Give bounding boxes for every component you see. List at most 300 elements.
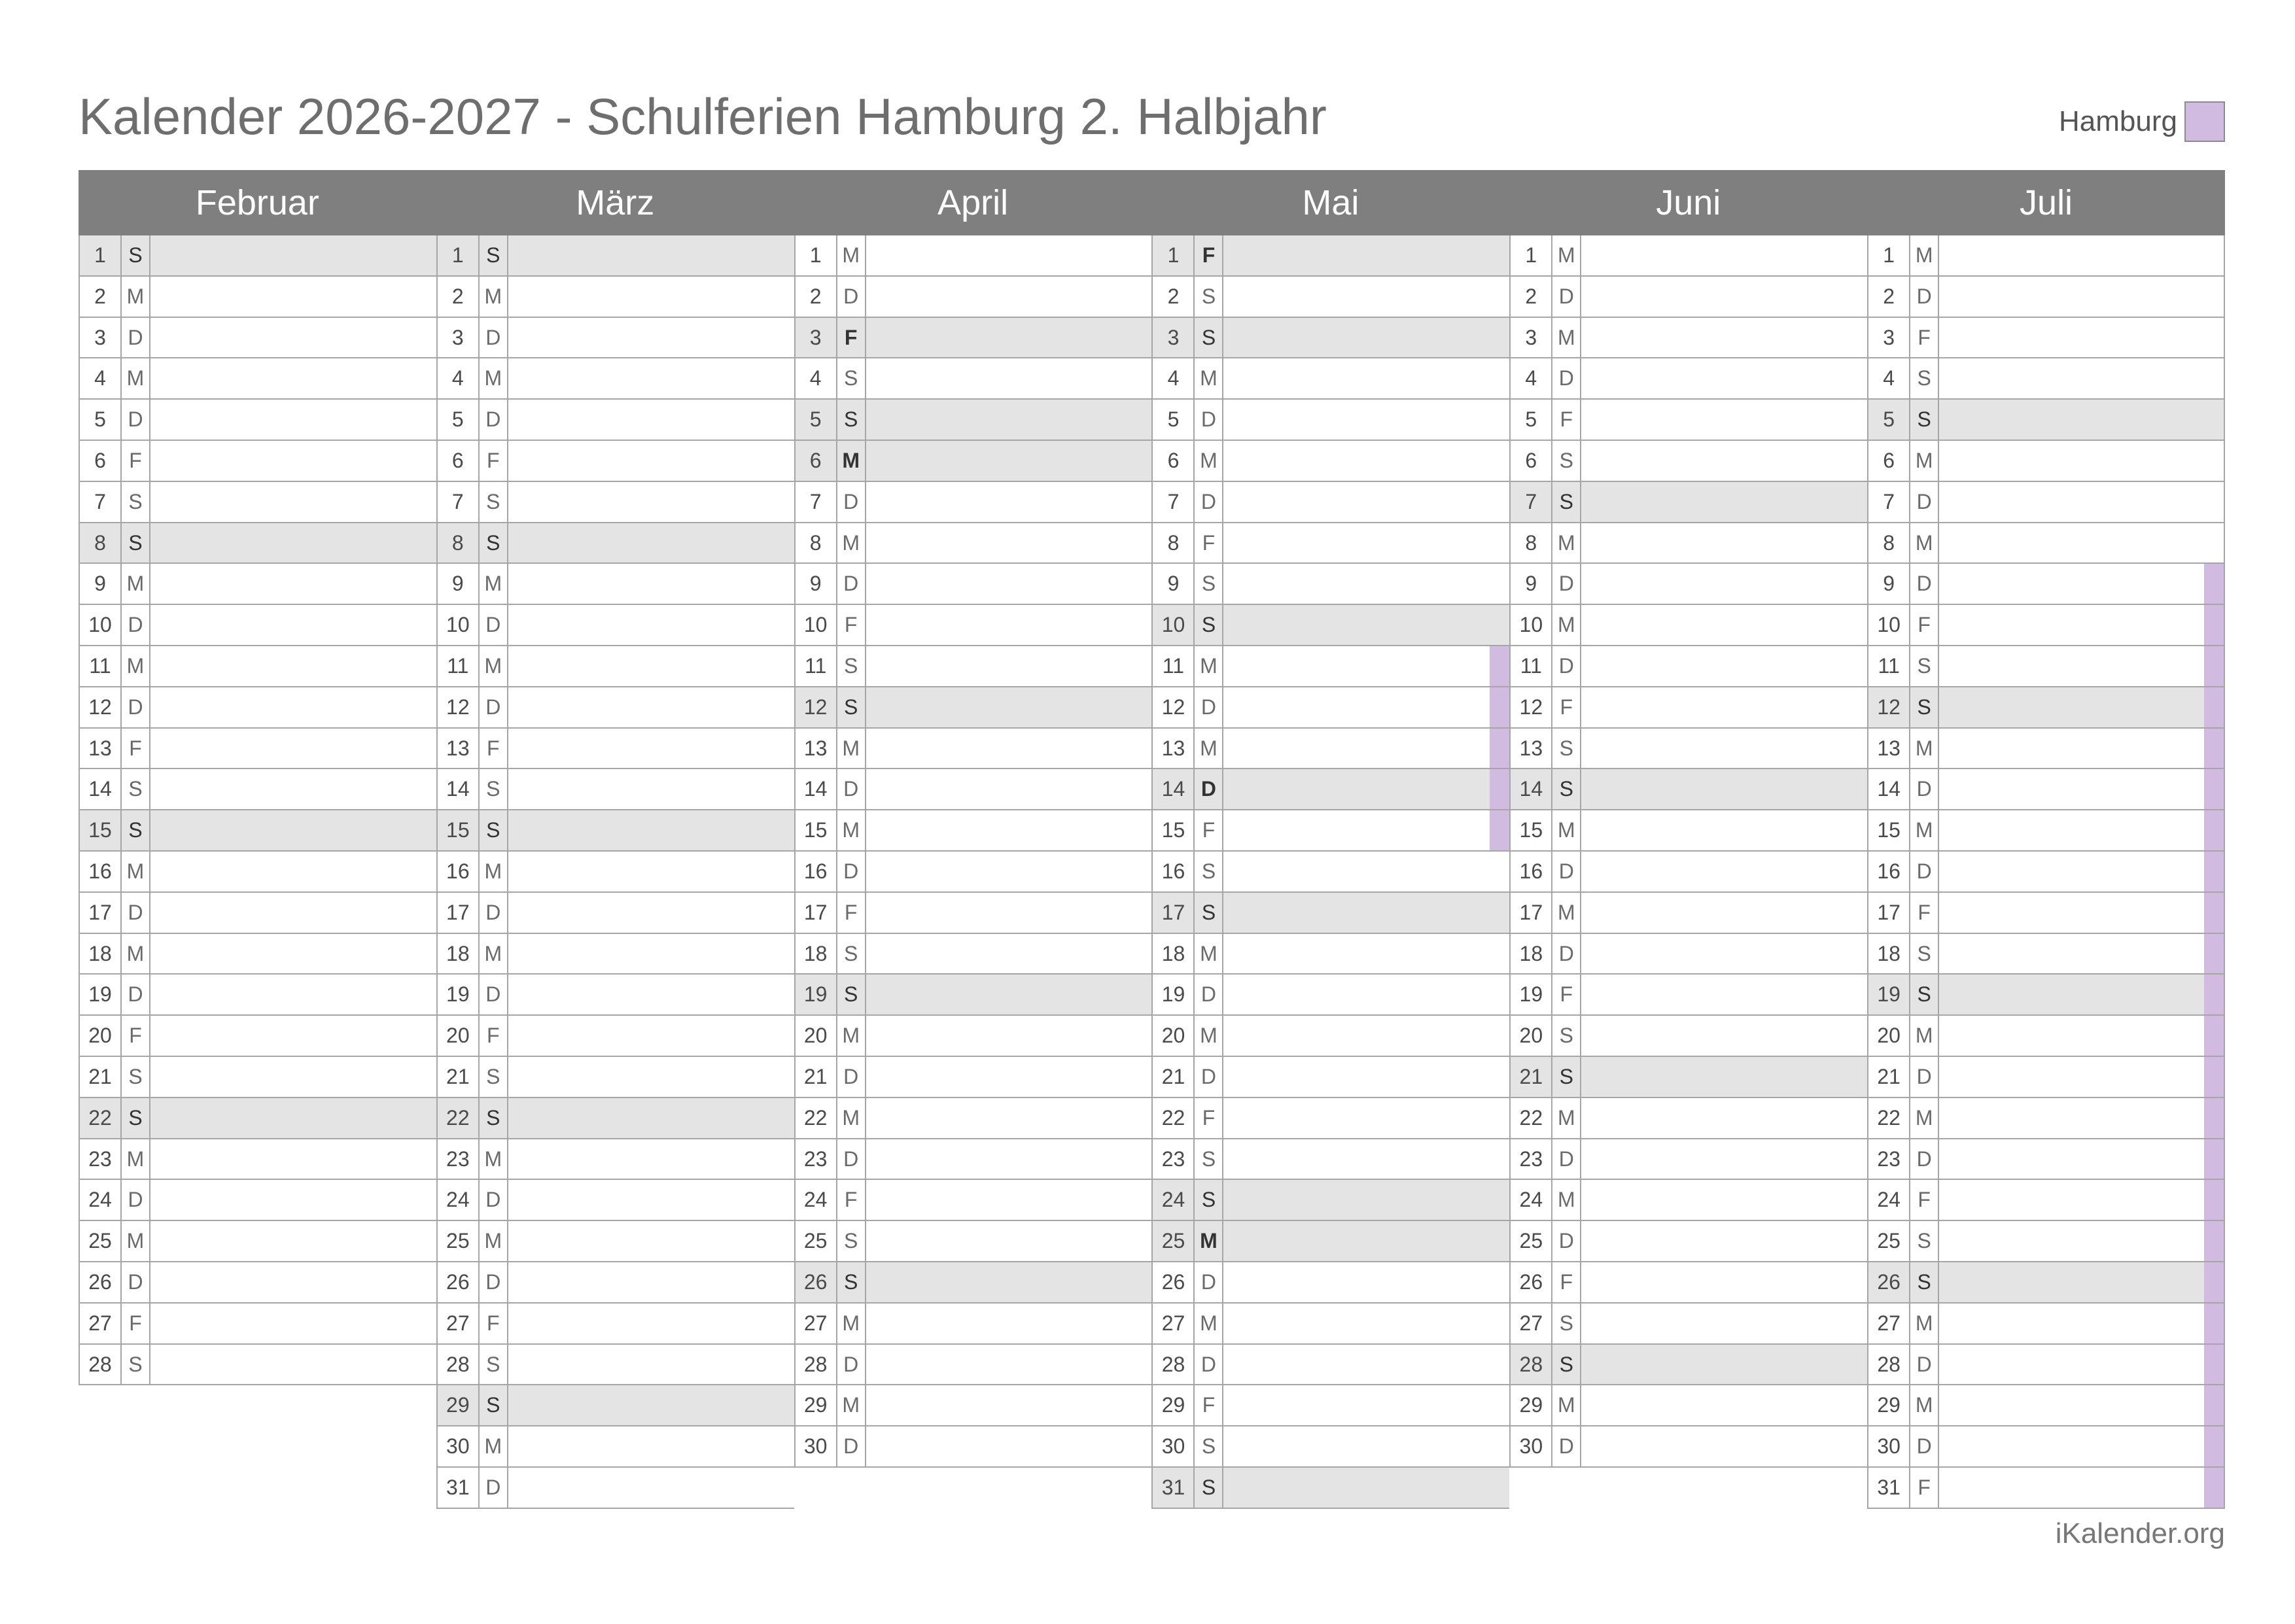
- day-note-cell[interactable]: [1581, 441, 1867, 481]
- day-note-cell[interactable]: [866, 400, 1152, 440]
- day-row[interactable]: [79, 1262, 436, 1304]
- day-row[interactable]: [794, 318, 1152, 359]
- day-row[interactable]: [1509, 318, 1867, 359]
- day-note-cell[interactable]: [1939, 277, 2224, 317]
- day-row[interactable]: [1867, 1262, 2225, 1304]
- day-row[interactable]: [436, 893, 794, 934]
- day-row[interactable]: [79, 235, 436, 277]
- day-row[interactable]: [1151, 441, 1509, 482]
- day-note-cell[interactable]: [1223, 810, 1509, 850]
- day-row[interactable]: [1509, 482, 1867, 523]
- day-row[interactable]: [436, 441, 794, 482]
- day-note-cell[interactable]: [866, 646, 1152, 686]
- day-row[interactable]: [794, 1057, 1152, 1098]
- day-row[interactable]: [1867, 687, 2225, 729]
- day-row[interactable]: [436, 482, 794, 523]
- day-row[interactable]: [1867, 1139, 2225, 1181]
- day-note-cell[interactable]: [866, 358, 1152, 398]
- day-note-cell[interactable]: [866, 934, 1152, 974]
- day-row[interactable]: [79, 1057, 436, 1098]
- day-note-cell[interactable]: [866, 975, 1152, 1014]
- day-row[interactable]: [1867, 1098, 2225, 1139]
- day-note-cell[interactable]: [866, 482, 1152, 522]
- day-note-cell[interactable]: [508, 1468, 794, 1508]
- day-row[interactable]: [794, 1139, 1152, 1181]
- day-note-cell[interactable]: [1939, 893, 2224, 933]
- day-row[interactable]: [1151, 277, 1509, 318]
- day-note-cell[interactable]: [508, 1221, 794, 1261]
- day-row[interactable]: [1151, 810, 1509, 852]
- day-note-cell[interactable]: [508, 1057, 794, 1097]
- day-note-cell[interactable]: [866, 729, 1152, 769]
- day-row[interactable]: [79, 441, 436, 482]
- day-note-cell[interactable]: [1581, 1385, 1867, 1425]
- day-note-cell[interactable]: [508, 1098, 794, 1138]
- day-note-cell[interactable]: [1223, 605, 1509, 645]
- day-row[interactable]: [79, 523, 436, 564]
- day-note-cell[interactable]: [508, 1180, 794, 1220]
- day-note-cell[interactable]: [866, 277, 1152, 317]
- day-row[interactable]: [79, 852, 436, 893]
- day-note-cell[interactable]: [508, 646, 794, 686]
- day-note-cell[interactable]: [150, 1262, 436, 1302]
- day-note-cell[interactable]: [150, 1304, 436, 1343]
- day-row[interactable]: [1151, 769, 1509, 810]
- day-note-cell[interactable]: [1939, 1304, 2224, 1343]
- day-row[interactable]: [1151, 235, 1509, 277]
- day-note-cell[interactable]: [150, 934, 436, 974]
- day-row[interactable]: [436, 318, 794, 359]
- day-note-cell[interactable]: [1223, 441, 1509, 481]
- day-row[interactable]: [79, 646, 436, 687]
- day-row[interactable]: [794, 893, 1152, 934]
- day-row[interactable]: [436, 235, 794, 277]
- day-row[interactable]: [1867, 646, 2225, 687]
- day-note-cell[interactable]: [1223, 934, 1509, 974]
- day-note-cell[interactable]: [866, 769, 1152, 809]
- day-note-cell[interactable]: [150, 852, 436, 891]
- day-row[interactable]: [1151, 358, 1509, 400]
- day-row[interactable]: [1151, 1057, 1509, 1098]
- day-row[interactable]: [794, 1098, 1152, 1139]
- day-note-cell[interactable]: [1223, 1345, 1509, 1385]
- day-row[interactable]: [794, 605, 1152, 646]
- day-row[interactable]: [1867, 1016, 2225, 1057]
- day-note-cell[interactable]: [1223, 1426, 1509, 1466]
- day-row[interactable]: [1151, 687, 1509, 729]
- day-note-cell[interactable]: [1581, 1304, 1867, 1343]
- day-note-cell[interactable]: [866, 810, 1152, 850]
- day-row[interactable]: [794, 1426, 1152, 1468]
- day-note-cell[interactable]: [1223, 235, 1509, 275]
- day-note-cell[interactable]: [508, 1385, 794, 1425]
- day-row[interactable]: [1867, 1345, 2225, 1386]
- day-note-cell[interactable]: [508, 358, 794, 398]
- day-row[interactable]: [1151, 1304, 1509, 1345]
- day-row[interactable]: [79, 893, 436, 934]
- day-note-cell[interactable]: [150, 277, 436, 317]
- day-row[interactable]: [794, 1304, 1152, 1345]
- day-note-cell[interactable]: [1223, 482, 1509, 522]
- day-note-cell[interactable]: [866, 564, 1152, 604]
- day-row[interactable]: [1867, 277, 2225, 318]
- day-row[interactable]: [1867, 1426, 2225, 1468]
- day-row[interactable]: [1867, 523, 2225, 564]
- day-row[interactable]: [79, 810, 436, 852]
- day-note-cell[interactable]: [508, 1345, 794, 1385]
- day-note-cell[interactable]: [1939, 1098, 2224, 1138]
- day-row[interactable]: [1509, 646, 1867, 687]
- day-note-cell[interactable]: [150, 482, 436, 522]
- day-note-cell[interactable]: [1581, 1139, 1867, 1179]
- day-row[interactable]: [794, 687, 1152, 729]
- day-row[interactable]: [794, 482, 1152, 523]
- day-row[interactable]: [1867, 729, 2225, 770]
- day-note-cell[interactable]: [150, 810, 436, 850]
- day-note-cell[interactable]: [866, 1139, 1152, 1179]
- day-note-cell[interactable]: [508, 687, 794, 727]
- day-row[interactable]: [1867, 893, 2225, 934]
- day-note-cell[interactable]: [866, 1098, 1152, 1138]
- day-note-cell[interactable]: [1223, 400, 1509, 440]
- day-note-cell[interactable]: [1581, 810, 1867, 850]
- day-row[interactable]: [436, 277, 794, 318]
- day-row[interactable]: [794, 769, 1152, 810]
- day-row[interactable]: [1867, 1385, 2225, 1426]
- day-note-cell[interactable]: [1581, 934, 1867, 974]
- day-row[interactable]: [436, 523, 794, 564]
- day-row[interactable]: [794, 1221, 1152, 1262]
- day-note-cell[interactable]: [1581, 893, 1867, 933]
- day-note-cell[interactable]: [1939, 605, 2224, 645]
- day-row[interactable]: [1509, 1304, 1867, 1345]
- day-row[interactable]: [79, 605, 436, 646]
- day-row[interactable]: [1151, 523, 1509, 564]
- day-note-cell[interactable]: [1939, 769, 2224, 809]
- day-row[interactable]: [794, 441, 1152, 482]
- day-note-cell[interactable]: [508, 235, 794, 275]
- day-note-cell[interactable]: [1581, 1057, 1867, 1097]
- day-row[interactable]: [1867, 1468, 2225, 1509]
- day-note-cell[interactable]: [866, 893, 1152, 933]
- day-note-cell[interactable]: [1223, 852, 1509, 891]
- day-row[interactable]: [794, 852, 1152, 893]
- day-row[interactable]: [1867, 358, 2225, 400]
- day-row[interactable]: [436, 1304, 794, 1345]
- day-note-cell[interactable]: [1223, 358, 1509, 398]
- day-row[interactable]: [794, 564, 1152, 605]
- day-note-cell[interactable]: [508, 893, 794, 933]
- day-note-cell[interactable]: [866, 687, 1152, 727]
- day-note-cell[interactable]: [508, 1304, 794, 1343]
- day-note-cell[interactable]: [866, 1304, 1152, 1343]
- day-row[interactable]: [1151, 975, 1509, 1016]
- day-row[interactable]: [1509, 687, 1867, 729]
- day-note-cell[interactable]: [1581, 852, 1867, 891]
- day-row[interactable]: [1867, 852, 2225, 893]
- day-row[interactable]: [1867, 1180, 2225, 1221]
- day-note-cell[interactable]: [1581, 1426, 1867, 1466]
- day-note-cell[interactable]: [1223, 1262, 1509, 1302]
- day-row[interactable]: [436, 852, 794, 893]
- day-row[interactable]: [79, 1304, 436, 1345]
- day-row[interactable]: [1151, 1468, 1509, 1509]
- day-note-cell[interactable]: [150, 893, 436, 933]
- day-row[interactable]: [1151, 1385, 1509, 1426]
- day-note-cell[interactable]: [1939, 1139, 2224, 1179]
- day-row[interactable]: [794, 1016, 1152, 1057]
- day-note-cell[interactable]: [1939, 564, 2224, 604]
- day-row[interactable]: [1509, 605, 1867, 646]
- day-row[interactable]: [79, 1345, 436, 1386]
- day-row[interactable]: [1867, 769, 2225, 810]
- day-row[interactable]: [436, 1180, 794, 1221]
- day-row[interactable]: [1151, 318, 1509, 359]
- day-note-cell[interactable]: [150, 1016, 436, 1056]
- day-note-cell[interactable]: [1223, 277, 1509, 317]
- day-note-cell[interactable]: [1939, 852, 2224, 891]
- day-note-cell[interactable]: [866, 605, 1152, 645]
- day-note-cell[interactable]: [1223, 769, 1509, 809]
- day-row[interactable]: [1509, 400, 1867, 441]
- day-row[interactable]: [1151, 729, 1509, 770]
- day-row[interactable]: [1509, 564, 1867, 605]
- day-row[interactable]: [436, 769, 794, 810]
- day-row[interactable]: [436, 1221, 794, 1262]
- day-row[interactable]: [436, 605, 794, 646]
- day-note-cell[interactable]: [1223, 1468, 1509, 1508]
- day-note-cell[interactable]: [150, 400, 436, 440]
- day-note-cell[interactable]: [508, 769, 794, 809]
- day-note-cell[interactable]: [1223, 318, 1509, 358]
- day-note-cell[interactable]: [508, 441, 794, 481]
- day-row[interactable]: [1151, 1426, 1509, 1468]
- day-row[interactable]: [1867, 810, 2225, 852]
- day-row[interactable]: [436, 400, 794, 441]
- day-note-cell[interactable]: [508, 1016, 794, 1056]
- day-row[interactable]: [79, 975, 436, 1016]
- day-row[interactable]: [79, 482, 436, 523]
- day-note-cell[interactable]: [1939, 400, 2224, 440]
- day-row[interactable]: [436, 1468, 794, 1509]
- day-row[interactable]: [436, 1016, 794, 1057]
- day-row[interactable]: [794, 400, 1152, 441]
- day-row[interactable]: [1509, 1426, 1867, 1468]
- day-row[interactable]: [1867, 605, 2225, 646]
- day-note-cell[interactable]: [150, 523, 436, 563]
- day-note-cell[interactable]: [866, 1345, 1152, 1385]
- day-note-cell[interactable]: [866, 441, 1152, 481]
- day-note-cell[interactable]: [150, 729, 436, 769]
- day-note-cell[interactable]: [1581, 1098, 1867, 1138]
- day-row[interactable]: [79, 934, 436, 975]
- day-note-cell[interactable]: [150, 1345, 436, 1385]
- day-row[interactable]: [1509, 1262, 1867, 1304]
- day-row[interactable]: [1151, 564, 1509, 605]
- day-note-cell[interactable]: [1939, 1426, 2224, 1466]
- day-note-cell[interactable]: [1581, 729, 1867, 769]
- day-row[interactable]: [79, 564, 436, 605]
- day-row[interactable]: [1509, 1139, 1867, 1181]
- day-note-cell[interactable]: [866, 1180, 1152, 1220]
- day-note-cell[interactable]: [1581, 1016, 1867, 1056]
- day-row[interactable]: [794, 975, 1152, 1016]
- day-note-cell[interactable]: [150, 605, 436, 645]
- day-row[interactable]: [436, 1385, 794, 1426]
- day-note-cell[interactable]: [1581, 235, 1867, 275]
- day-row[interactable]: [1151, 605, 1509, 646]
- day-row[interactable]: [1867, 441, 2225, 482]
- day-note-cell[interactable]: [1939, 482, 2224, 522]
- day-note-cell[interactable]: [1581, 400, 1867, 440]
- day-note-cell[interactable]: [150, 646, 436, 686]
- day-row[interactable]: [436, 646, 794, 687]
- day-row[interactable]: [1509, 1221, 1867, 1262]
- day-note-cell[interactable]: [150, 564, 436, 604]
- day-row[interactable]: [1151, 400, 1509, 441]
- day-note-cell[interactable]: [508, 810, 794, 850]
- day-row[interactable]: [1509, 729, 1867, 770]
- day-note-cell[interactable]: [150, 318, 436, 358]
- day-row[interactable]: [1151, 852, 1509, 893]
- day-note-cell[interactable]: [1223, 564, 1509, 604]
- day-note-cell[interactable]: [1581, 318, 1867, 358]
- day-note-cell[interactable]: [1223, 1180, 1509, 1220]
- day-row[interactable]: [1509, 1016, 1867, 1057]
- day-row[interactable]: [1509, 1098, 1867, 1139]
- day-note-cell[interactable]: [1939, 1385, 2224, 1425]
- day-row[interactable]: [1509, 277, 1867, 318]
- day-note-cell[interactable]: [1223, 1385, 1509, 1425]
- day-row[interactable]: [1867, 400, 2225, 441]
- day-row[interactable]: [79, 729, 436, 770]
- day-row[interactable]: [1509, 1180, 1867, 1221]
- day-row[interactable]: [794, 277, 1152, 318]
- day-note-cell[interactable]: [150, 1180, 436, 1220]
- day-row[interactable]: [79, 358, 436, 400]
- day-note-cell[interactable]: [1223, 1304, 1509, 1343]
- day-row[interactable]: [1151, 1016, 1509, 1057]
- day-row[interactable]: [1509, 975, 1867, 1016]
- day-row[interactable]: [794, 1345, 1152, 1386]
- day-note-cell[interactable]: [1939, 441, 2224, 481]
- day-row[interactable]: [1151, 482, 1509, 523]
- day-note-cell[interactable]: [508, 852, 794, 891]
- day-note-cell[interactable]: [1581, 523, 1867, 563]
- day-note-cell[interactable]: [508, 605, 794, 645]
- day-row[interactable]: [79, 318, 436, 359]
- day-note-cell[interactable]: [1581, 1262, 1867, 1302]
- day-note-cell[interactable]: [1581, 358, 1867, 398]
- day-row[interactable]: [1509, 1345, 1867, 1386]
- day-row[interactable]: [79, 1221, 436, 1262]
- day-note-cell[interactable]: [508, 1139, 794, 1179]
- day-row[interactable]: [436, 1426, 794, 1468]
- day-note-cell[interactable]: [508, 729, 794, 769]
- day-note-cell[interactable]: [150, 1098, 436, 1138]
- day-note-cell[interactable]: [1939, 318, 2224, 358]
- day-row[interactable]: [1151, 1221, 1509, 1262]
- day-note-cell[interactable]: [866, 1057, 1152, 1097]
- day-row[interactable]: [436, 1262, 794, 1304]
- day-note-cell[interactable]: [1581, 1221, 1867, 1261]
- day-row[interactable]: [436, 934, 794, 975]
- day-row[interactable]: [1867, 1304, 2225, 1345]
- day-row[interactable]: [1509, 934, 1867, 975]
- day-row[interactable]: [794, 358, 1152, 400]
- day-note-cell[interactable]: [1223, 1016, 1509, 1056]
- day-row[interactable]: [79, 687, 436, 729]
- day-note-cell[interactable]: [1223, 646, 1509, 686]
- day-note-cell[interactable]: [1581, 605, 1867, 645]
- day-note-cell[interactable]: [150, 235, 436, 275]
- day-note-cell[interactable]: [1223, 893, 1509, 933]
- day-note-cell[interactable]: [508, 1262, 794, 1302]
- day-note-cell[interactable]: [1939, 1180, 2224, 1220]
- day-row[interactable]: [436, 810, 794, 852]
- day-note-cell[interactable]: [1581, 646, 1867, 686]
- day-row[interactable]: [1509, 769, 1867, 810]
- day-note-cell[interactable]: [866, 1262, 1152, 1302]
- day-row[interactable]: [1509, 441, 1867, 482]
- day-note-cell[interactable]: [1939, 1221, 2224, 1261]
- day-note-cell[interactable]: [508, 482, 794, 522]
- day-row[interactable]: [79, 277, 436, 318]
- day-note-cell[interactable]: [1939, 1345, 2224, 1385]
- day-note-cell[interactable]: [150, 1057, 436, 1097]
- day-note-cell[interactable]: [150, 1221, 436, 1261]
- day-row[interactable]: [1151, 1262, 1509, 1304]
- day-note-cell[interactable]: [1939, 934, 2224, 974]
- day-note-cell[interactable]: [508, 975, 794, 1014]
- day-note-cell[interactable]: [1223, 523, 1509, 563]
- day-row[interactable]: [79, 1180, 436, 1221]
- day-note-cell[interactable]: [1939, 646, 2224, 686]
- day-note-cell[interactable]: [866, 523, 1152, 563]
- day-note-cell[interactable]: [1939, 358, 2224, 398]
- day-note-cell[interactable]: [1581, 1345, 1867, 1385]
- day-note-cell[interactable]: [508, 523, 794, 563]
- day-note-cell[interactable]: [508, 400, 794, 440]
- day-note-cell[interactable]: [866, 1385, 1152, 1425]
- day-row[interactable]: [1509, 810, 1867, 852]
- day-row[interactable]: [794, 235, 1152, 277]
- day-row[interactable]: [1867, 934, 2225, 975]
- day-note-cell[interactable]: [1939, 687, 2224, 727]
- day-note-cell[interactable]: [1939, 729, 2224, 769]
- day-note-cell[interactable]: [866, 1426, 1152, 1466]
- day-note-cell[interactable]: [1223, 1139, 1509, 1179]
- day-note-cell[interactable]: [1581, 769, 1867, 809]
- day-note-cell[interactable]: [150, 358, 436, 398]
- day-row[interactable]: [436, 564, 794, 605]
- day-row[interactable]: [1867, 482, 2225, 523]
- day-row[interactable]: [436, 1139, 794, 1181]
- day-row[interactable]: [1867, 235, 2225, 277]
- day-note-cell[interactable]: [866, 852, 1152, 891]
- day-row[interactable]: [1867, 1221, 2225, 1262]
- day-note-cell[interactable]: [1581, 277, 1867, 317]
- day-note-cell[interactable]: [866, 1016, 1152, 1056]
- day-row[interactable]: [794, 1262, 1152, 1304]
- day-row[interactable]: [1151, 1345, 1509, 1386]
- day-row[interactable]: [1509, 523, 1867, 564]
- day-note-cell[interactable]: [866, 235, 1152, 275]
- day-row[interactable]: [79, 769, 436, 810]
- day-row[interactable]: [1509, 1385, 1867, 1426]
- day-note-cell[interactable]: [508, 564, 794, 604]
- day-note-cell[interactable]: [150, 687, 436, 727]
